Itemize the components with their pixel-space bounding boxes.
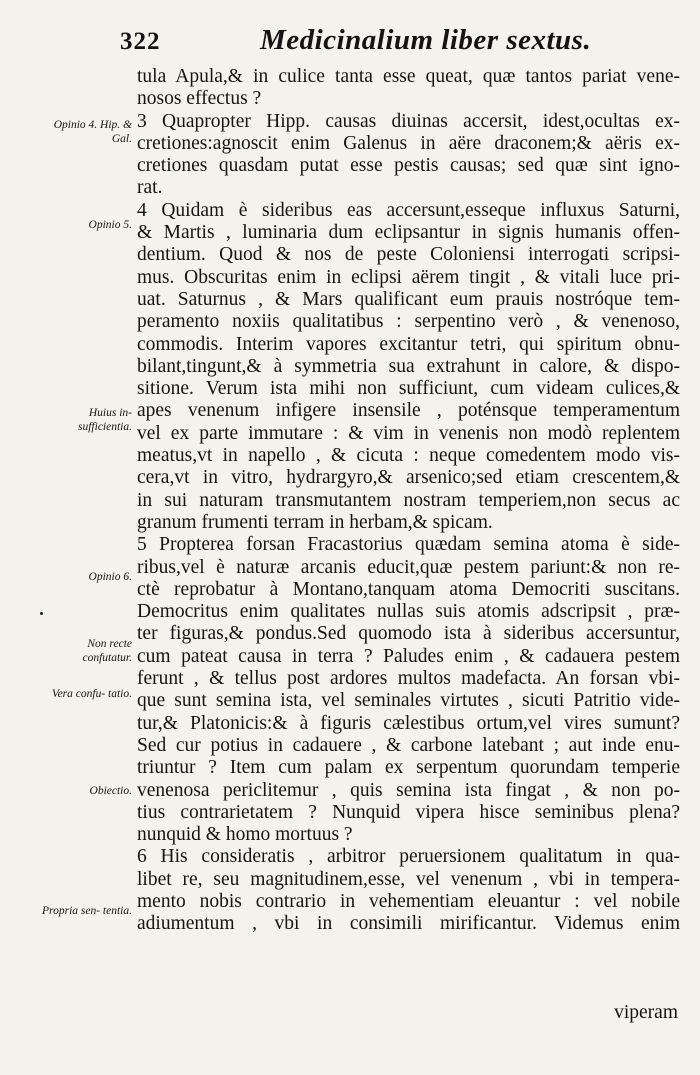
- marginal-note: Opinio 5.: [88, 219, 132, 231]
- text-line: dentium. Quod & nos de peste Coloniensi interrogati scripsi-: [137, 244, 680, 266]
- text-line: cretiones quasdam putat esse pestis causas; sed quæ sint igno-: [137, 155, 680, 177]
- text-line: adiumentum , vbi in consimili mirificantur. Videmus enim: [137, 913, 680, 935]
- text-line: apes venenum infigere insensile , poténsque temperamentum: [137, 400, 680, 422]
- text-line: cera,vt in vitro, hydrargyro,& arsenico;sed etiam crescentem,&: [137, 467, 680, 489]
- catchword: viperam: [614, 1002, 678, 1023]
- text-line: libet re, seu magnitudinem,esse, vel venenum , vbi in tempera-: [137, 868, 680, 890]
- text-line: tius contrarietatem ? Nunquid vipera hisce seminibus plena?: [137, 801, 680, 823]
- text-line: peramento noxiis qualitatibus : serpentino verò , & venenoso,: [137, 311, 680, 333]
- text-line: Sed cur potius in cadauere , & carbone latebant ; aut inde enu-: [137, 734, 680, 756]
- text-line: vel ex parte immutare : & vim in venenis non modò replentem: [137, 422, 680, 444]
- page-number: 322: [120, 28, 161, 55]
- marginal-note: Propria sen- tentia.: [42, 905, 132, 917]
- marginal-note: Vera confu- tatio.: [51, 688, 132, 700]
- text-line: triuntur ? Item cum palam ex serpentum quorundam temperie: [137, 757, 680, 779]
- text-line: tur,& Platonicis:& à figuris cælestibus ortum,vel vires sumunt?: [137, 712, 680, 734]
- text-line: 4 Quidam è sideribus eas accersunt,esseque influxus Saturni,: [137, 199, 680, 221]
- text-line: uat. Saturnus , & Mars qualificant eum prauis nostróque tem-: [137, 288, 680, 310]
- text-line: mus. Obscuritas enim in eclipsi aërem tingit , & vitali luce pri-: [137, 266, 680, 288]
- text-line: tula Apula,& in culice tanta esse queat, quæ tantos pariat vene-: [137, 66, 680, 87]
- text-line: 3 Quapropter Hipp. causas diuinas accersit, idest,ocultas ex-: [137, 110, 680, 132]
- page-header: [120, 22, 680, 62]
- text-line: granum frumenti terram in herbam,& spicam.: [137, 511, 493, 533]
- text-line: rat.: [137, 177, 163, 199]
- text-line: meatus,vt in napello , & cicuta : neque comedentem modo vis-: [137, 445, 680, 467]
- text-line: Democritus enim qualitates nullas suis atomis adscripsit , præ-: [137, 601, 680, 623]
- text-line: 5 Propterea forsan Fracastorius quædam semina atoma è side-: [137, 534, 680, 556]
- text-line: ctè reprobatur à Montano,tanquam atoma Democriti suscitans.: [137, 578, 680, 600]
- text-line: mento nobis contrario in vehementiam eleuantur : vel nobile: [137, 890, 680, 912]
- body-text: [137, 66, 680, 936]
- text-line: cum pateat causa in terra ? Paludes enim , & cadauera pestem: [137, 645, 680, 667]
- text-line: commodis. Interim vapores excitantur tetri, qui spiritum obnu-: [137, 333, 680, 355]
- running-title: Medicinalium liber sextus.: [260, 24, 592, 56]
- text-line: nosos effectus ?: [137, 88, 262, 110]
- text-line: ferunt , & tellus post ardores multos madefacta. An forsan vbi-: [137, 668, 680, 690]
- text-line: in sui naturam transmutantem nostram temperiem,non secus ac: [137, 489, 680, 511]
- text-line: bilant,tingunt,& à symmetria sua extrahunt in calore, & dispo-: [137, 355, 680, 377]
- text-line: que sunt semina ista, vel seminales virtutes , sicuti Patritio vide-: [137, 690, 680, 712]
- text-line: ter figuras,& pondus.Sed quomodo ista à sideribus accersuntur,: [137, 623, 680, 645]
- text-line: ribus,vel è naturæ arcanis educit,quæ pestem pariunt:& non re-: [137, 556, 680, 578]
- marginal-note: Opinio 6.: [88, 571, 132, 583]
- text-line: & Martis , luminaria dum eclipsantur in signis humanis offen-: [137, 222, 680, 244]
- ink-speck: [40, 612, 43, 615]
- text-line: 6 His consideratis , arbitror peruersionem qualitatum in qua-: [137, 846, 680, 868]
- text-line: sitione. Verum ista mihi non sufficiunt, cum videam culices,&: [137, 378, 680, 400]
- text-line: nunquid & homo mortuus ?: [137, 824, 353, 846]
- text-line: venenosa periclitemur , quis semina ista fingat , & non po-: [137, 779, 680, 801]
- marginal-note: Obiectio.: [89, 785, 132, 797]
- marginal-note: Opinio 4. Hip. & Gal.: [53, 119, 132, 145]
- text-line: cretiones:agnoscit enim Galenus in aëre draconem;& aëris ex-: [137, 132, 680, 154]
- marginal-note: Non recte confutatur.: [82, 638, 132, 664]
- marginal-note: Huius in- sufficientia.: [78, 407, 132, 433]
